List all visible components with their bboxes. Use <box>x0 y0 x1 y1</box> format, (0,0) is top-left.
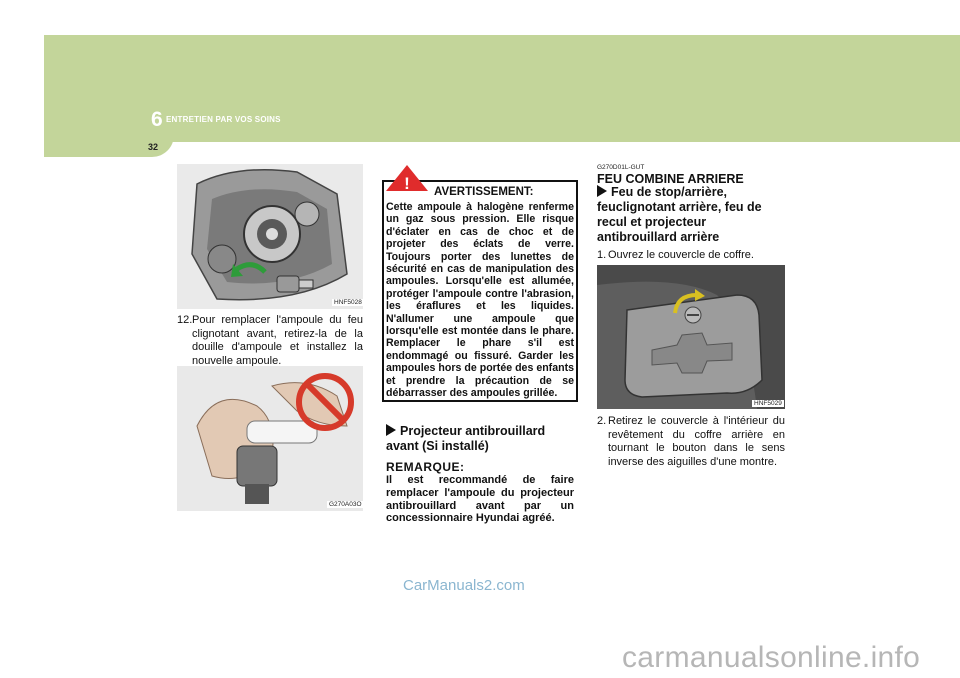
bulb-photo <box>177 366 363 511</box>
headlight-photo <box>177 164 363 309</box>
warning-title: AVERTISSEMENT: <box>434 186 534 198</box>
remarque-body: Il est recommandé de faire remplacer l'ampoule du projecteur antibrouillard avant par un concessionnaire Hyundai agréé. <box>386 474 574 525</box>
step-12-text: Pour remplacer l'ampoule du feu clignotant avant, retirez-la de la douille d'ampoule et installez la nouvelle ampoule. <box>192 314 363 367</box>
remarque-title: REMARQUE: <box>386 460 465 474</box>
step-12-number: 12. <box>177 314 193 326</box>
arrow-icon <box>386 424 396 436</box>
trunk-cover-photo <box>597 265 785 409</box>
fog-lamp-heading-text: Projecteur antibrouillard avant (Si installé) <box>386 424 546 453</box>
step-2-number: 2. <box>597 415 607 427</box>
header-band <box>44 35 960 142</box>
page-number: 32 <box>148 142 159 152</box>
fog-lamp-heading <box>386 424 580 454</box>
chapter-number: 6 <box>151 108 163 131</box>
step-1-number: 1. <box>597 249 607 261</box>
warning-icon <box>382 163 432 193</box>
watermark-carmanuals2: CarManuals2.com <box>403 577 525 594</box>
rear-lamp-heading <box>597 185 787 245</box>
warning-icon-mark: ! <box>404 174 410 193</box>
step-1-text: Ouvrez le couvercle de coffre. <box>608 249 754 261</box>
rear-lamp-heading-text: Feu de stop/arrière, feuclignotant arrière, feu de recul et projecteur antibrouillard arrière <box>597 185 762 244</box>
section-code: G270D01L-GUT <box>597 164 645 171</box>
warning-body: Cette ampoule à halogène renferme un gaz sous pression. Elle risque d'éclater en cas de choc et de projeter des éclats de verre. Toujours porter des lunettes de sécurité en cas de manipulation des ampoules. Lorsqu'elle est allumée, protéger l'ampoule contre l'abrasion, les éraflures et les liquides. N'allumer une ampoule que lorsqu'elle est montée dans le phare. Remplacer le phare s'il est endommagé ou fissuré. Garder les ampoules hors de portée des enfants et prendre la précaution de se débarrasser des ampoules grillée. <box>386 201 574 400</box>
figure-code: HNF5028 <box>334 299 362 306</box>
chapter-title: ENTRETIEN PAR VOS SOINS <box>166 115 281 124</box>
watermark-carmanualsonline: carmanualsonline.info <box>622 641 921 674</box>
figure-code: G270A03O <box>329 501 362 508</box>
step-2-text: Retirez le couvercle à l'intérieur du revêtement du coffre arrière en tournant le bouton dans le sens inverse des aiguilles d'une montre. <box>608 415 785 468</box>
figure-code: HNF5029 <box>754 400 782 407</box>
arrow-icon <box>597 185 607 197</box>
section-title: FEU COMBINE ARRIERE <box>597 172 744 186</box>
